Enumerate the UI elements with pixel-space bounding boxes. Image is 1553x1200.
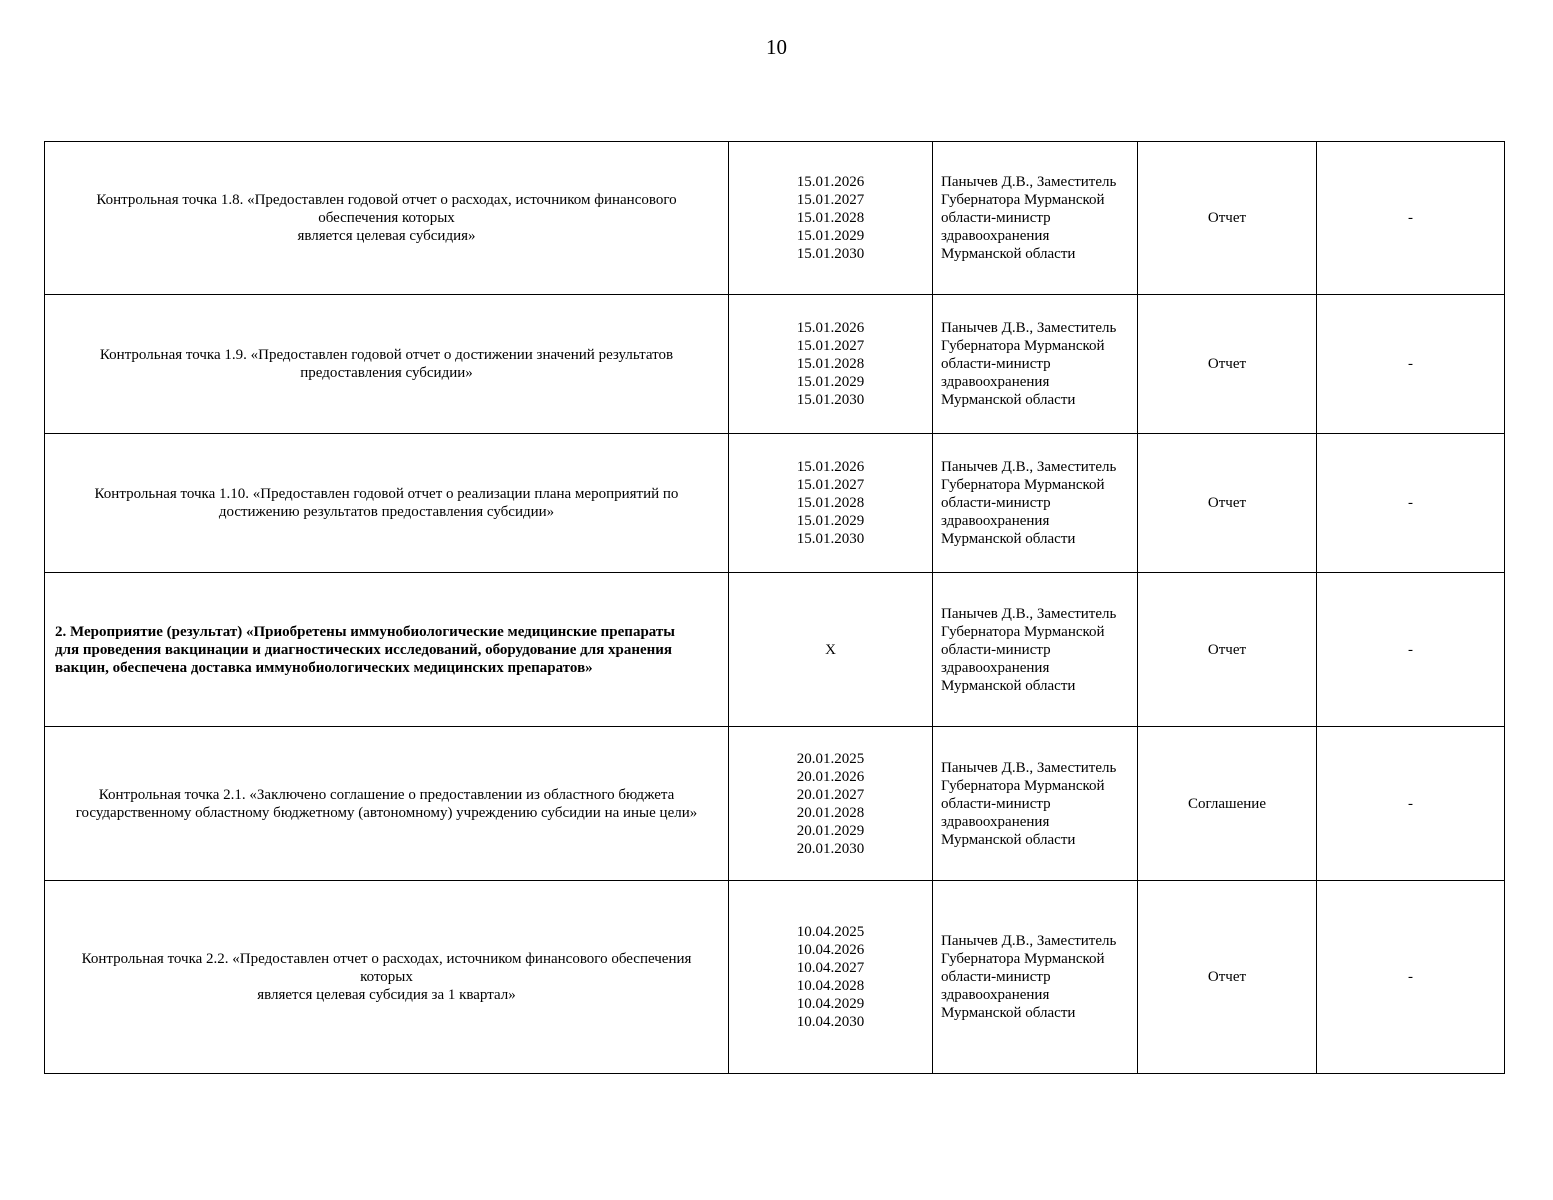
table-row <box>45 727 1505 881</box>
responsible-line: области-министр <box>941 495 1051 511</box>
name-line: обеспечения которых <box>318 210 455 226</box>
responsible-line: области-министр <box>941 795 1051 812</box>
responsible-line: Губернатора Мурманской <box>941 192 1105 208</box>
date-value: 20.01.2025 <box>796 750 865 767</box>
date-value: X <box>825 641 836 658</box>
dates-cell <box>729 573 933 727</box>
responsible-cell <box>933 727 1138 881</box>
event-name-cell <box>45 573 729 727</box>
date-value: 15.01.2028 <box>796 210 865 226</box>
responsible-cell <box>933 434 1138 573</box>
date-value: 10.04.2025 <box>796 924 865 940</box>
responsible-cell <box>933 573 1138 727</box>
date-value: 15.01.2029 <box>796 374 865 390</box>
responsible-cell <box>933 295 1138 434</box>
date-value: 15.01.2027 <box>796 192 865 208</box>
responsible-line: Панычев Д.В., Заместитель <box>941 605 1117 622</box>
name-line: является целевая субсидия» <box>297 228 476 244</box>
document-type-cell: Отчет <box>1138 434 1317 573</box>
dates-cell <box>729 295 933 434</box>
table-row <box>45 295 1505 434</box>
dates-cell <box>729 881 933 1074</box>
date-value: 15.01.2027 <box>796 477 865 493</box>
responsible-line: здравоохранения <box>941 513 1050 529</box>
control-point-name-cell <box>45 295 729 434</box>
responsible-line: Мурманской области <box>941 677 1076 694</box>
responsible-line: Губернатора Мурманской <box>941 623 1105 640</box>
table-row <box>45 881 1505 1074</box>
responsible-line: Мурманской области <box>941 831 1076 848</box>
date-value: 15.01.2030 <box>796 246 865 262</box>
responsible-line: Панычев Д.В., Заместитель <box>941 320 1117 336</box>
note-cell: - <box>1317 295 1505 434</box>
date-value: 15.01.2030 <box>796 392 865 408</box>
control-points-table <box>44 141 1505 1074</box>
note-cell: - <box>1317 142 1505 295</box>
date-value: 20.01.2026 <box>796 768 865 785</box>
dates-cell <box>729 727 933 881</box>
responsible-line: здравоохранения <box>941 374 1050 390</box>
name-line: предоставления субсидии» <box>300 365 473 381</box>
document-type-cell: Соглашение <box>1138 727 1317 881</box>
responsible-line: Мурманской области <box>941 531 1076 547</box>
responsible-line: Панычев Д.В., Заместитель <box>941 459 1117 475</box>
date-value: 15.01.2030 <box>796 531 865 547</box>
name-line: Контрольная точка 2.2. «Предоставлен отчет о расходах, источником финансового обеспечения <box>81 951 692 967</box>
date-value: 10.04.2028 <box>796 978 865 994</box>
date-value: 15.01.2028 <box>796 495 865 511</box>
table-row <box>45 142 1505 295</box>
name-line: вакцин, обеспечена доставка иммунобиологических медицинских препаратов» <box>55 659 593 676</box>
note-cell: - <box>1317 434 1505 573</box>
note-cell: - <box>1317 727 1505 881</box>
responsible-line: Губернатора Мурманской <box>941 338 1105 354</box>
page-number: 10 <box>766 35 787 59</box>
date-value: 15.01.2026 <box>796 174 865 190</box>
name-line: Контрольная точка 1.8. «Предоставлен годовой отчет о расходах, источником финансового <box>96 192 677 208</box>
responsible-line: Мурманской области <box>941 392 1076 408</box>
document-type-cell: Отчет <box>1138 142 1317 295</box>
date-value: 20.01.2027 <box>796 786 865 803</box>
date-value: 10.04.2026 <box>796 942 865 958</box>
date-value: 15.01.2027 <box>796 338 865 354</box>
date-value: 10.04.2027 <box>796 960 865 976</box>
responsible-line: области-министр <box>941 969 1051 985</box>
name-line: 2. Мероприятие (результат) «Приобретены иммунобиологические медицинские препараты <box>55 623 675 640</box>
document-type-cell: Отчет <box>1138 573 1317 727</box>
responsible-cell <box>933 142 1138 295</box>
name-line: Контрольная точка 1.10. «Предоставлен годовой отчет о реализации плана мероприятий по <box>94 486 679 502</box>
date-value: 10.04.2030 <box>796 1014 865 1030</box>
note-cell: - <box>1317 881 1505 1074</box>
name-line: достижению результатов предоставления субсидии» <box>218 504 555 520</box>
control-point-name-cell <box>45 727 729 881</box>
date-value: 20.01.2028 <box>796 804 865 821</box>
responsible-line: здравоохранения <box>941 987 1050 1003</box>
date-value: 20.01.2029 <box>796 822 865 839</box>
responsible-line: здравоохранения <box>941 659 1050 676</box>
dates-cell <box>729 434 933 573</box>
date-value: 15.01.2026 <box>796 320 865 336</box>
note-cell: - <box>1317 573 1505 727</box>
name-line: для проведения вакцинации и диагностических исследований, оборудование для хранения <box>55 641 673 658</box>
responsible-line: Панычев Д.В., Заместитель <box>941 174 1117 190</box>
responsible-line: Губернатора Мурманской <box>941 951 1105 967</box>
control-point-name-cell <box>45 434 729 573</box>
date-value: 15.01.2028 <box>796 356 865 372</box>
responsible-line: здравоохранения <box>941 813 1050 830</box>
table-row <box>45 434 1505 573</box>
responsible-line: Губернатора Мурманской <box>941 777 1105 794</box>
document-type-cell: Отчет <box>1138 881 1317 1074</box>
name-line: Контрольная точка 2.1. «Заключено соглашение о предоставлении из областного бюджета <box>98 786 675 803</box>
date-value: 10.04.2029 <box>796 996 865 1012</box>
date-value: 15.01.2029 <box>796 228 865 244</box>
name-line: государственному областному бюджетному (автономному) учреждению субсидии на иные цели» <box>75 804 698 821</box>
responsible-line: здравоохранения <box>941 228 1050 244</box>
date-value: 15.01.2026 <box>796 459 865 475</box>
responsible-line: области-министр <box>941 356 1051 372</box>
responsible-line: Панычев Д.В., Заместитель <box>941 933 1117 949</box>
control-point-name-cell <box>45 881 729 1074</box>
table-row <box>45 573 1505 727</box>
name-line: которых <box>360 969 413 985</box>
date-value: 15.01.2029 <box>796 513 865 529</box>
dates-cell <box>729 142 933 295</box>
date-value: 20.01.2030 <box>796 840 865 857</box>
document-type-cell: Отчет <box>1138 295 1317 434</box>
responsible-line: Мурманской области <box>941 246 1076 262</box>
control-point-name-cell <box>45 142 729 295</box>
responsible-line: Губернатора Мурманской <box>941 477 1105 493</box>
name-line: является целевая субсидия за 1 квартал» <box>257 987 516 1003</box>
name-line: Контрольная точка 1.9. «Предоставлен годовой отчет о достижении значений результатов <box>99 347 674 363</box>
responsible-line: области-министр <box>941 641 1051 658</box>
responsible-cell <box>933 881 1138 1074</box>
responsible-line: Панычев Д.В., Заместитель <box>941 759 1117 776</box>
responsible-line: области-министр <box>941 210 1051 226</box>
responsible-line: Мурманской области <box>941 1005 1076 1021</box>
